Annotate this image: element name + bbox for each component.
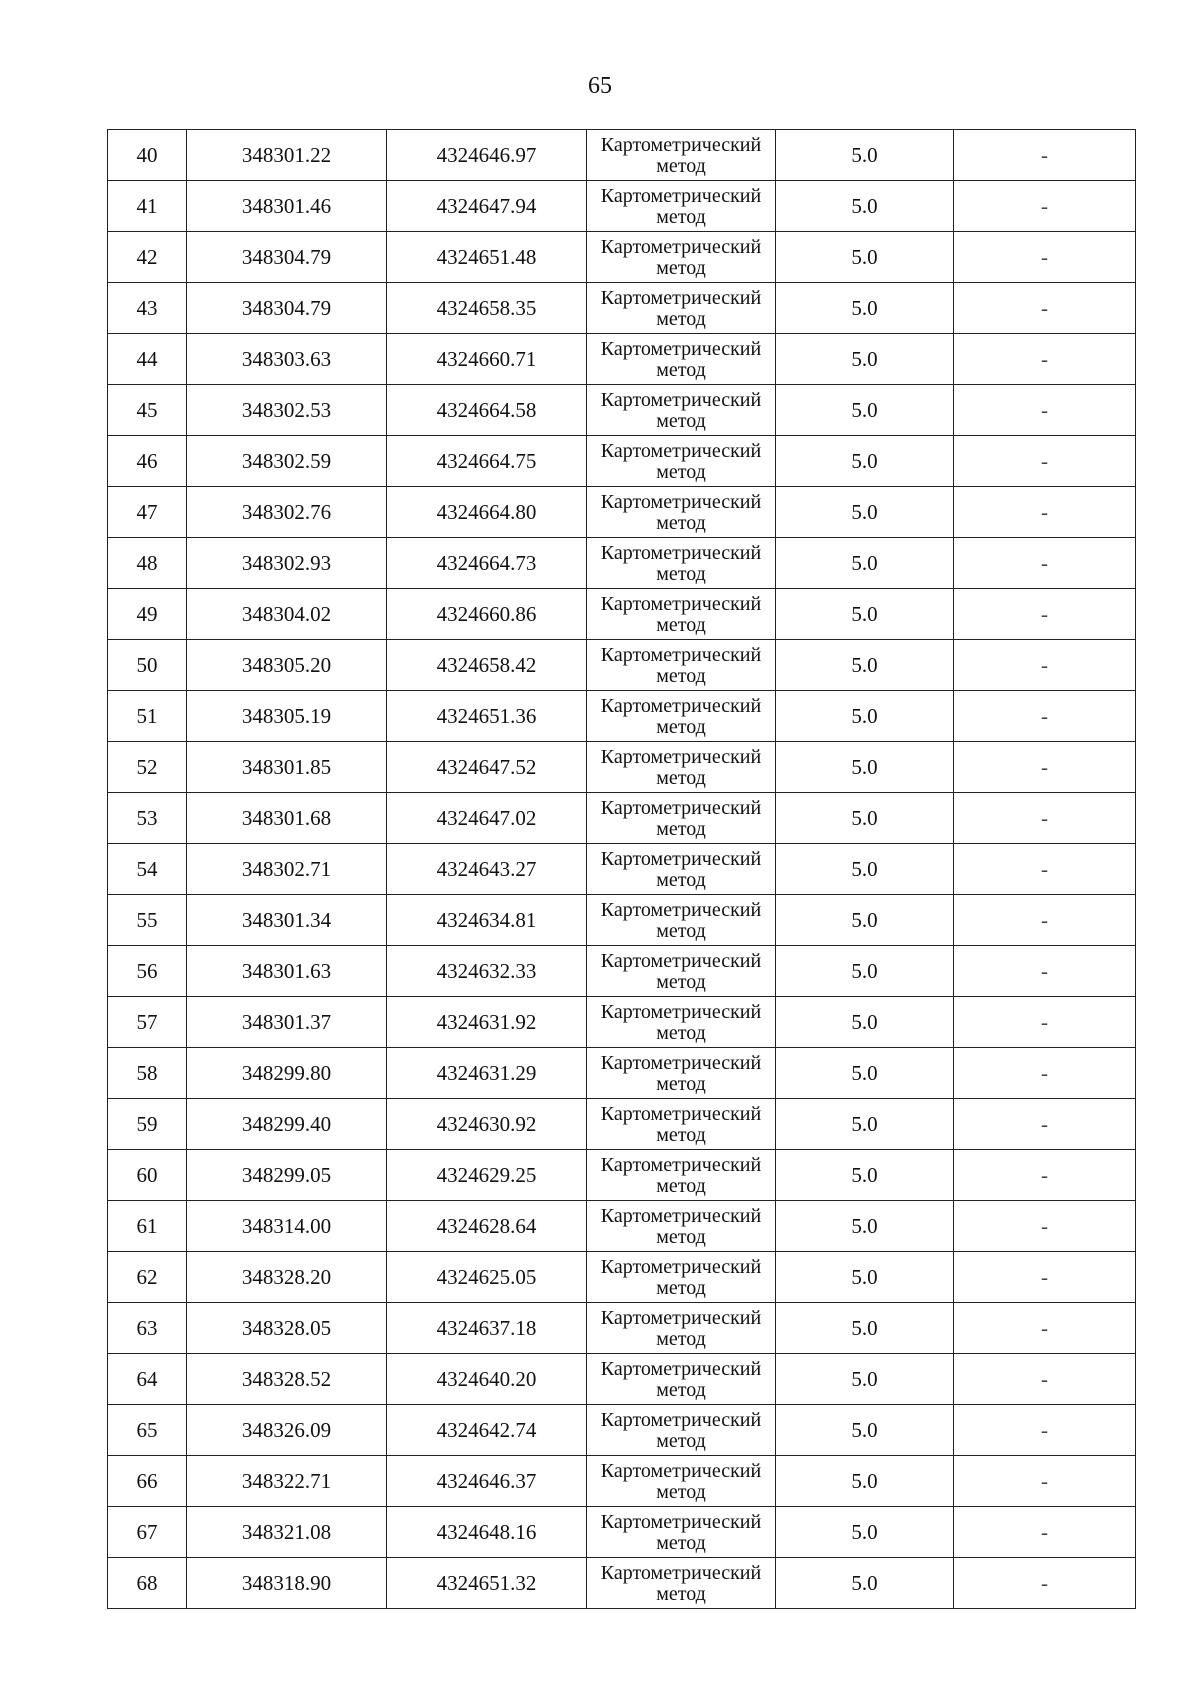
point-number-cell: 51 [108, 691, 187, 742]
method-line-1: Картометрический [600, 898, 762, 921]
table-row [108, 130, 1136, 181]
note-cell: - [954, 334, 1136, 385]
method-cell [587, 844, 776, 895]
method-line-2: метод [656, 256, 706, 279]
accuracy-cell: 5.0 [776, 1558, 954, 1609]
note-cell: - [954, 1507, 1136, 1558]
x-coordinate-cell: 348322.71 [187, 1456, 387, 1507]
point-number-cell: 47 [108, 487, 187, 538]
coordinates-table-body [108, 130, 1136, 1609]
table-row [108, 283, 1136, 334]
y-coordinate-cell: 4324658.42 [387, 640, 587, 691]
method-cell [587, 334, 776, 385]
method-line-1: Картометрический [600, 1306, 762, 1329]
accuracy-cell: 5.0 [776, 1150, 954, 1201]
note-cell: - [954, 691, 1136, 742]
note-cell: - [954, 844, 1136, 895]
method-cell [587, 1558, 776, 1609]
table-row [108, 1354, 1136, 1405]
method-cell [587, 946, 776, 997]
method-cell [587, 385, 776, 436]
x-coordinate-cell: 348314.00 [187, 1201, 387, 1252]
method-line-2: метод [656, 919, 706, 942]
method-line-2: метод [656, 1582, 706, 1605]
point-number-cell: 56 [108, 946, 187, 997]
method-cell [587, 793, 776, 844]
y-coordinate-cell: 4324646.37 [387, 1456, 587, 1507]
table-row [108, 1099, 1136, 1150]
accuracy-cell: 5.0 [776, 436, 954, 487]
method-line-1: Картометрический [600, 1357, 762, 1380]
accuracy-cell: 5.0 [776, 283, 954, 334]
table-row [108, 436, 1136, 487]
note-cell: - [954, 793, 1136, 844]
note-cell: - [954, 1303, 1136, 1354]
y-coordinate-cell: 4324637.18 [387, 1303, 587, 1354]
table-row [108, 385, 1136, 436]
point-number-cell: 46 [108, 436, 187, 487]
x-coordinate-cell: 348302.93 [187, 538, 387, 589]
method-line-2: метод [656, 1123, 706, 1146]
method-line-2: метод [656, 1072, 706, 1095]
point-number-cell: 60 [108, 1150, 187, 1201]
x-coordinate-cell: 348301.68 [187, 793, 387, 844]
method-line-1: Картометрический [600, 694, 762, 717]
method-cell [587, 1456, 776, 1507]
method-line-2: метод [656, 1378, 706, 1401]
x-coordinate-cell: 348304.79 [187, 283, 387, 334]
note-cell: - [954, 1252, 1136, 1303]
x-coordinate-cell: 348302.53 [187, 385, 387, 436]
point-number-cell: 61 [108, 1201, 187, 1252]
accuracy-cell: 5.0 [776, 1252, 954, 1303]
point-number-cell: 44 [108, 334, 187, 385]
method-line-1: Картометрический [600, 337, 762, 360]
point-number-cell: 55 [108, 895, 187, 946]
method-cell [587, 1150, 776, 1201]
method-line-1: Картометрический [600, 490, 762, 513]
method-line-2: метод [656, 511, 706, 534]
accuracy-cell: 5.0 [776, 181, 954, 232]
method-line-1: Картометрический [600, 1051, 762, 1074]
accuracy-cell: 5.0 [776, 1303, 954, 1354]
y-coordinate-cell: 4324629.25 [387, 1150, 587, 1201]
method-cell [587, 130, 776, 181]
point-number-cell: 68 [108, 1558, 187, 1609]
y-coordinate-cell: 4324630.92 [387, 1099, 587, 1150]
point-number-cell: 52 [108, 742, 187, 793]
point-number-cell: 42 [108, 232, 187, 283]
x-coordinate-cell: 348326.09 [187, 1405, 387, 1456]
accuracy-cell: 5.0 [776, 793, 954, 844]
note-cell: - [954, 589, 1136, 640]
accuracy-cell: 5.0 [776, 1405, 954, 1456]
x-coordinate-cell: 348303.63 [187, 334, 387, 385]
note-cell: - [954, 538, 1136, 589]
y-coordinate-cell: 4324643.27 [387, 844, 587, 895]
note-cell: - [954, 895, 1136, 946]
x-coordinate-cell: 348328.52 [187, 1354, 387, 1405]
note-cell: - [954, 1201, 1136, 1252]
y-coordinate-cell: 4324631.92 [387, 997, 587, 1048]
method-line-2: метод [656, 817, 706, 840]
table-row [108, 742, 1136, 793]
method-line-2: метод [656, 1276, 706, 1299]
point-number-cell: 54 [108, 844, 187, 895]
note-cell: - [954, 1048, 1136, 1099]
accuracy-cell: 5.0 [776, 946, 954, 997]
table-row [108, 640, 1136, 691]
x-coordinate-cell: 348302.59 [187, 436, 387, 487]
table-row [108, 181, 1136, 232]
method-line-2: метод [656, 970, 706, 993]
point-number-cell: 48 [108, 538, 187, 589]
table-row [108, 1558, 1136, 1609]
point-number-cell: 59 [108, 1099, 187, 1150]
x-coordinate-cell: 348302.71 [187, 844, 387, 895]
point-number-cell: 50 [108, 640, 187, 691]
table-row [108, 232, 1136, 283]
accuracy-cell: 5.0 [776, 1507, 954, 1558]
x-coordinate-cell: 348328.05 [187, 1303, 387, 1354]
coordinates-table [107, 129, 1136, 1609]
accuracy-cell: 5.0 [776, 1354, 954, 1405]
table-row [108, 691, 1136, 742]
accuracy-cell: 5.0 [776, 538, 954, 589]
method-line-1: Картометрический [600, 745, 762, 768]
method-line-2: метод [656, 307, 706, 330]
point-number-cell: 41 [108, 181, 187, 232]
method-cell [587, 1099, 776, 1150]
method-cell [587, 487, 776, 538]
accuracy-cell: 5.0 [776, 895, 954, 946]
method-line-2: метод [656, 358, 706, 381]
x-coordinate-cell: 348299.80 [187, 1048, 387, 1099]
table-row [108, 895, 1136, 946]
method-line-2: метод [656, 562, 706, 585]
y-coordinate-cell: 4324664.80 [387, 487, 587, 538]
y-coordinate-cell: 4324648.16 [387, 1507, 587, 1558]
method-line-1: Картометрический [600, 643, 762, 666]
method-cell [587, 742, 776, 793]
method-line-1: Картометрический [600, 1000, 762, 1023]
point-number-cell: 53 [108, 793, 187, 844]
y-coordinate-cell: 4324628.64 [387, 1201, 587, 1252]
method-line-1: Картометрический [600, 133, 762, 156]
method-cell [587, 436, 776, 487]
method-line-2: метод [656, 1225, 706, 1248]
point-number-cell: 43 [108, 283, 187, 334]
accuracy-cell: 5.0 [776, 640, 954, 691]
x-coordinate-cell: 348301.46 [187, 181, 387, 232]
method-cell [587, 1354, 776, 1405]
x-coordinate-cell: 348301.22 [187, 130, 387, 181]
x-coordinate-cell: 348301.85 [187, 742, 387, 793]
point-number-cell: 45 [108, 385, 187, 436]
method-line-1: Картометрический [600, 1408, 762, 1431]
point-number-cell: 66 [108, 1456, 187, 1507]
x-coordinate-cell: 348304.79 [187, 232, 387, 283]
method-line-2: метод [656, 409, 706, 432]
note-cell: - [954, 1456, 1136, 1507]
y-coordinate-cell: 4324651.32 [387, 1558, 587, 1609]
accuracy-cell: 5.0 [776, 1456, 954, 1507]
x-coordinate-cell: 348321.08 [187, 1507, 387, 1558]
method-cell [587, 640, 776, 691]
method-line-2: метод [656, 613, 706, 636]
method-line-1: Картометрический [600, 592, 762, 615]
method-cell [587, 997, 776, 1048]
method-line-2: метод [656, 154, 706, 177]
note-cell: - [954, 1150, 1136, 1201]
table-row [108, 793, 1136, 844]
table-row [108, 844, 1136, 895]
method-cell [587, 1405, 776, 1456]
x-coordinate-cell: 348305.19 [187, 691, 387, 742]
point-number-cell: 63 [108, 1303, 187, 1354]
note-cell: - [954, 946, 1136, 997]
table-row [108, 1048, 1136, 1099]
note-cell: - [954, 436, 1136, 487]
note-cell: - [954, 1558, 1136, 1609]
table-row [108, 1405, 1136, 1456]
method-line-2: метод [656, 1531, 706, 1554]
table-row [108, 1507, 1136, 1558]
x-coordinate-cell: 348328.20 [187, 1252, 387, 1303]
y-coordinate-cell: 4324660.86 [387, 589, 587, 640]
page-number: 65 [588, 73, 612, 99]
y-coordinate-cell: 4324634.81 [387, 895, 587, 946]
method-cell [587, 538, 776, 589]
method-line-2: метод [656, 868, 706, 891]
y-coordinate-cell: 4324651.48 [387, 232, 587, 283]
table-row [108, 538, 1136, 589]
method-cell [587, 283, 776, 334]
y-coordinate-cell: 4324664.73 [387, 538, 587, 589]
x-coordinate-cell: 348305.20 [187, 640, 387, 691]
method-line-2: метод [656, 460, 706, 483]
table-row [108, 1252, 1136, 1303]
method-line-1: Картометрический [600, 1153, 762, 1176]
x-coordinate-cell: 348318.90 [187, 1558, 387, 1609]
table-row [108, 1456, 1136, 1507]
method-line-1: Картометрический [600, 949, 762, 972]
accuracy-cell: 5.0 [776, 589, 954, 640]
method-line-1: Картометрический [600, 286, 762, 309]
method-line-1: Картометрический [600, 847, 762, 870]
point-number-cell: 58 [108, 1048, 187, 1099]
accuracy-cell: 5.0 [776, 997, 954, 1048]
y-coordinate-cell: 4324642.74 [387, 1405, 587, 1456]
table-row [108, 487, 1136, 538]
note-cell: - [954, 283, 1136, 334]
x-coordinate-cell: 348301.63 [187, 946, 387, 997]
method-cell [587, 181, 776, 232]
method-line-2: метод [656, 1021, 706, 1044]
note-cell: - [954, 742, 1136, 793]
note-cell: - [954, 487, 1136, 538]
table-row [108, 589, 1136, 640]
method-line-1: Картометрический [600, 541, 762, 564]
accuracy-cell: 5.0 [776, 385, 954, 436]
note-cell: - [954, 385, 1136, 436]
x-coordinate-cell: 348301.34 [187, 895, 387, 946]
note-cell: - [954, 130, 1136, 181]
point-number-cell: 57 [108, 997, 187, 1048]
y-coordinate-cell: 4324647.94 [387, 181, 587, 232]
method-cell [587, 691, 776, 742]
y-coordinate-cell: 4324651.36 [387, 691, 587, 742]
x-coordinate-cell: 348299.05 [187, 1150, 387, 1201]
table-row [108, 1303, 1136, 1354]
x-coordinate-cell: 348299.40 [187, 1099, 387, 1150]
method-line-2: метод [656, 205, 706, 228]
y-coordinate-cell: 4324640.20 [387, 1354, 587, 1405]
y-coordinate-cell: 4324647.02 [387, 793, 587, 844]
note-cell: - [954, 181, 1136, 232]
accuracy-cell: 5.0 [776, 844, 954, 895]
note-cell: - [954, 997, 1136, 1048]
y-coordinate-cell: 4324646.97 [387, 130, 587, 181]
note-cell: - [954, 1099, 1136, 1150]
note-cell: - [954, 1354, 1136, 1405]
x-coordinate-cell: 348302.76 [187, 487, 387, 538]
method-cell [587, 232, 776, 283]
method-cell [587, 1048, 776, 1099]
method-cell [587, 1201, 776, 1252]
method-line-1: Картометрический [600, 235, 762, 258]
y-coordinate-cell: 4324664.75 [387, 436, 587, 487]
y-coordinate-cell: 4324647.52 [387, 742, 587, 793]
method-line-2: метод [656, 664, 706, 687]
method-line-1: Картометрический [600, 1255, 762, 1278]
method-line-1: Картометрический [600, 1459, 762, 1482]
method-cell [587, 1303, 776, 1354]
method-line-1: Картометрический [600, 1102, 762, 1125]
point-number-cell: 62 [108, 1252, 187, 1303]
method-cell [587, 895, 776, 946]
method-cell [587, 589, 776, 640]
accuracy-cell: 5.0 [776, 742, 954, 793]
method-line-2: метод [656, 1429, 706, 1452]
method-line-2: метод [656, 715, 706, 738]
method-line-1: Картометрический [600, 184, 762, 207]
method-line-2: метод [656, 1480, 706, 1503]
accuracy-cell: 5.0 [776, 1048, 954, 1099]
table-row [108, 334, 1136, 385]
method-line-2: метод [656, 1327, 706, 1350]
y-coordinate-cell: 4324631.29 [387, 1048, 587, 1099]
accuracy-cell: 5.0 [776, 691, 954, 742]
table-row [108, 1150, 1136, 1201]
method-line-1: Картометрический [600, 1561, 762, 1584]
note-cell: - [954, 232, 1136, 283]
accuracy-cell: 5.0 [776, 487, 954, 538]
y-coordinate-cell: 4324658.35 [387, 283, 587, 334]
y-coordinate-cell: 4324664.58 [387, 385, 587, 436]
method-line-1: Картометрический [600, 439, 762, 462]
table-row [108, 997, 1136, 1048]
method-cell [587, 1507, 776, 1558]
method-line-1: Картометрический [600, 388, 762, 411]
method-cell [587, 1252, 776, 1303]
point-number-cell: 65 [108, 1405, 187, 1456]
table-row [108, 946, 1136, 997]
method-line-1: Картометрический [600, 796, 762, 819]
table-row [108, 1201, 1136, 1252]
point-number-cell: 40 [108, 130, 187, 181]
point-number-cell: 67 [108, 1507, 187, 1558]
accuracy-cell: 5.0 [776, 232, 954, 283]
method-line-2: метод [656, 766, 706, 789]
y-coordinate-cell: 4324632.33 [387, 946, 587, 997]
point-number-cell: 49 [108, 589, 187, 640]
accuracy-cell: 5.0 [776, 1201, 954, 1252]
accuracy-cell: 5.0 [776, 1099, 954, 1150]
x-coordinate-cell: 348304.02 [187, 589, 387, 640]
note-cell: - [954, 640, 1136, 691]
point-number-cell: 64 [108, 1354, 187, 1405]
accuracy-cell: 5.0 [776, 130, 954, 181]
method-line-1: Картометрический [600, 1510, 762, 1533]
y-coordinate-cell: 4324625.05 [387, 1252, 587, 1303]
method-line-2: метод [656, 1174, 706, 1197]
x-coordinate-cell: 348301.37 [187, 997, 387, 1048]
accuracy-cell: 5.0 [776, 334, 954, 385]
method-line-1: Картометрический [600, 1204, 762, 1227]
y-coordinate-cell: 4324660.71 [387, 334, 587, 385]
note-cell: - [954, 1405, 1136, 1456]
